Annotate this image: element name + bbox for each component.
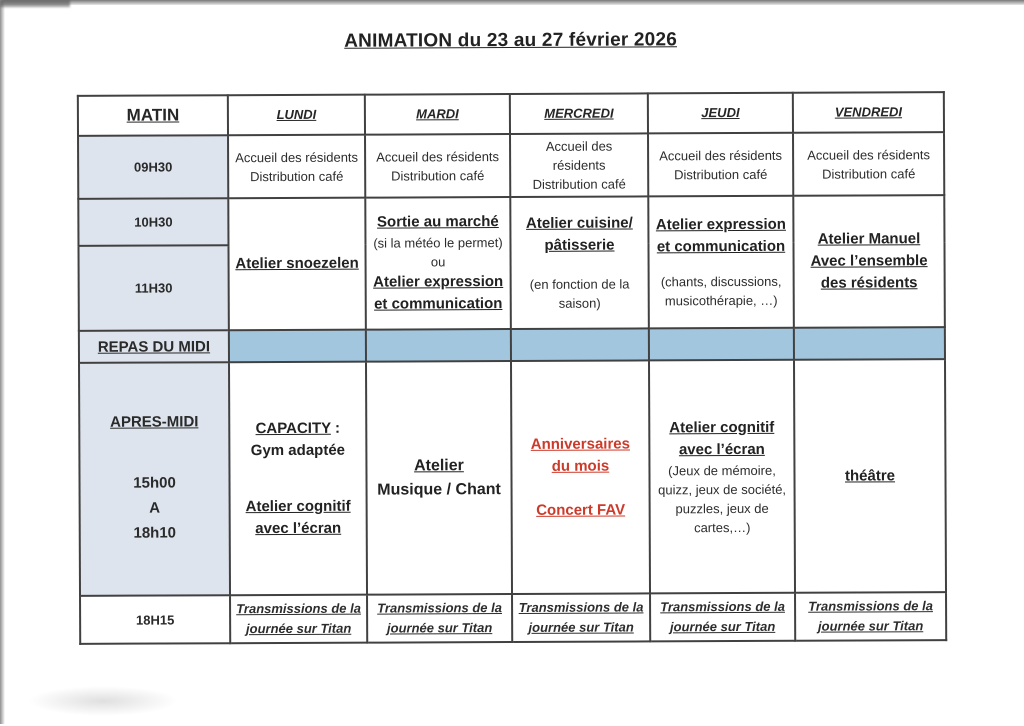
scan-corner-shadow [0, 0, 70, 7]
activity-note: (Jeux de mémoire, quizz, jeux de société, puzzles, jeux de cartes,…) [658, 462, 787, 535]
lundi-label: LUNDI [276, 106, 317, 123]
col-header-matin [78, 95, 228, 136]
cell-pm-jeudi [649, 360, 795, 594]
scan-edge-left [0, 0, 5, 724]
cell-0930-mercredi [510, 133, 648, 197]
vendredi-label: VENDREDI [834, 104, 903, 120]
cell-pm-mercredi [511, 360, 650, 594]
cell-0930-lundi [228, 135, 365, 199]
schedule-table [77, 91, 947, 645]
transmissions-text: Transmissions de la journée sur Titan [660, 598, 785, 635]
transmissions-text: Transmissions de la journée sur Titan [377, 600, 502, 636]
cell-1815-mercredi [512, 593, 650, 642]
accueil-text: Accueil des résidents Distribution café [532, 138, 626, 192]
col-header-jeudi [648, 93, 793, 134]
activity-or: ou [430, 254, 446, 270]
col-header-lundi [228, 95, 365, 136]
mercredi-label: MERCREDI [544, 105, 614, 121]
transmissions-text: Transmissions de la journée sur Titan [518, 599, 644, 635]
cell-pm-lundi [229, 362, 367, 596]
lunch-band-mercredi [511, 328, 649, 361]
row-09h30 [78, 132, 944, 199]
row-apres-midi [79, 359, 946, 596]
cell-0930-mardi [365, 134, 510, 198]
activity-title: Atelier cognitif avec l’écran [245, 497, 351, 537]
accueil-text: Accueil des résidents Distribution café [807, 146, 931, 182]
capacity-label: CAPACITY [255, 419, 331, 437]
cell-pm-mardi [366, 361, 512, 595]
scan-smudge [28, 686, 178, 716]
lunch-label-cell [79, 330, 229, 363]
apres-midi-hours: 15h00 A 18h10 [133, 473, 177, 542]
activity-note: (en fonction de la saison) [529, 276, 630, 311]
lunch-band-jeudi [649, 328, 794, 361]
scan-edge-top [0, 0, 1024, 5]
cell-0930-jeudi [648, 133, 793, 197]
cell-morning-jeudi [648, 196, 794, 329]
cell-1815-mardi [367, 594, 512, 643]
cell-morning-mercredi [510, 196, 649, 329]
activity-note: (chants, discussions, musicothérapie, …) [660, 273, 782, 309]
col-header-mardi [365, 94, 510, 135]
accueil-text: Accueil des résidents Distribution café [659, 147, 783, 182]
lunch-label: REPAS DU MIDI [97, 337, 211, 356]
capacity-colon: : [330, 419, 341, 437]
transmissions-text: Transmissions de la journée sur Titan [808, 598, 933, 634]
transmissions-text: Transmissions de la journée sur Titan [236, 600, 361, 637]
activity-title: Atelier cognitif avec l’écran [669, 418, 775, 458]
lunch-band-vendredi [794, 327, 945, 360]
activity-title: théâtre [844, 466, 896, 485]
row-repas-du-midi [79, 327, 945, 363]
activity-title: Atelier snoezelen [235, 254, 359, 273]
activity-title: Anniversaires du mois [530, 434, 631, 475]
activity-subtitle: Musique / Chant [377, 480, 501, 499]
col-header-vendredi [793, 92, 944, 133]
document-title: ANIMATION du 23 au 27 février 2026 [344, 29, 678, 52]
activity-subtitle: Gym adaptée [250, 441, 346, 459]
activity-note: (si la météo le permet) [373, 235, 503, 251]
activity-title: Atelier cuisine/ pâtisserie [525, 214, 633, 254]
activity-title: Atelier expression et communication [373, 273, 504, 313]
time-apres-midi [79, 362, 230, 596]
apres-midi-label: APRES-MIDI [110, 412, 199, 431]
cell-1815-vendredi [795, 592, 946, 641]
activity-title: Atelier [414, 456, 464, 474]
jeudi-label: JEUDI [701, 105, 740, 121]
accueil-text: Accueil des résidents Distribution café [235, 149, 359, 184]
lunch-band-lundi [229, 330, 366, 363]
lunch-band-mardi [366, 329, 511, 362]
activity-title [234, 417, 361, 440]
accueil-text: Accueil des résidents Distribution café [376, 148, 500, 184]
cell-1815-jeudi [650, 593, 795, 642]
activity-title: Concert FAV [536, 501, 626, 519]
cell-pm-vendredi [794, 359, 946, 593]
time-11h30: 11H30 [78, 245, 228, 331]
cell-morning-mardi [365, 197, 511, 330]
row-18h15 [80, 592, 946, 644]
time-10h30: 10H30 [78, 198, 228, 246]
time-09h30: 09H30 [78, 135, 228, 199]
row-10h30 [78, 195, 944, 246]
cell-0930-vendredi [793, 132, 944, 196]
header-row [78, 92, 944, 136]
time-18h15: 18H15 [80, 595, 230, 644]
matin-label: MATIN [126, 105, 180, 125]
activity-title: Sortie au marché [376, 213, 499, 231]
cell-morning-vendredi [793, 195, 945, 328]
col-header-mercredi [510, 93, 648, 134]
cell-1815-lundi [230, 595, 367, 644]
cell-morning-lundi [228, 198, 366, 331]
activity-title: Atelier expression et communication [655, 215, 786, 256]
mardi-label: MARDI [416, 106, 459, 122]
activity-title: Atelier Manuel Avec l’ensemble des résidents [810, 230, 928, 292]
